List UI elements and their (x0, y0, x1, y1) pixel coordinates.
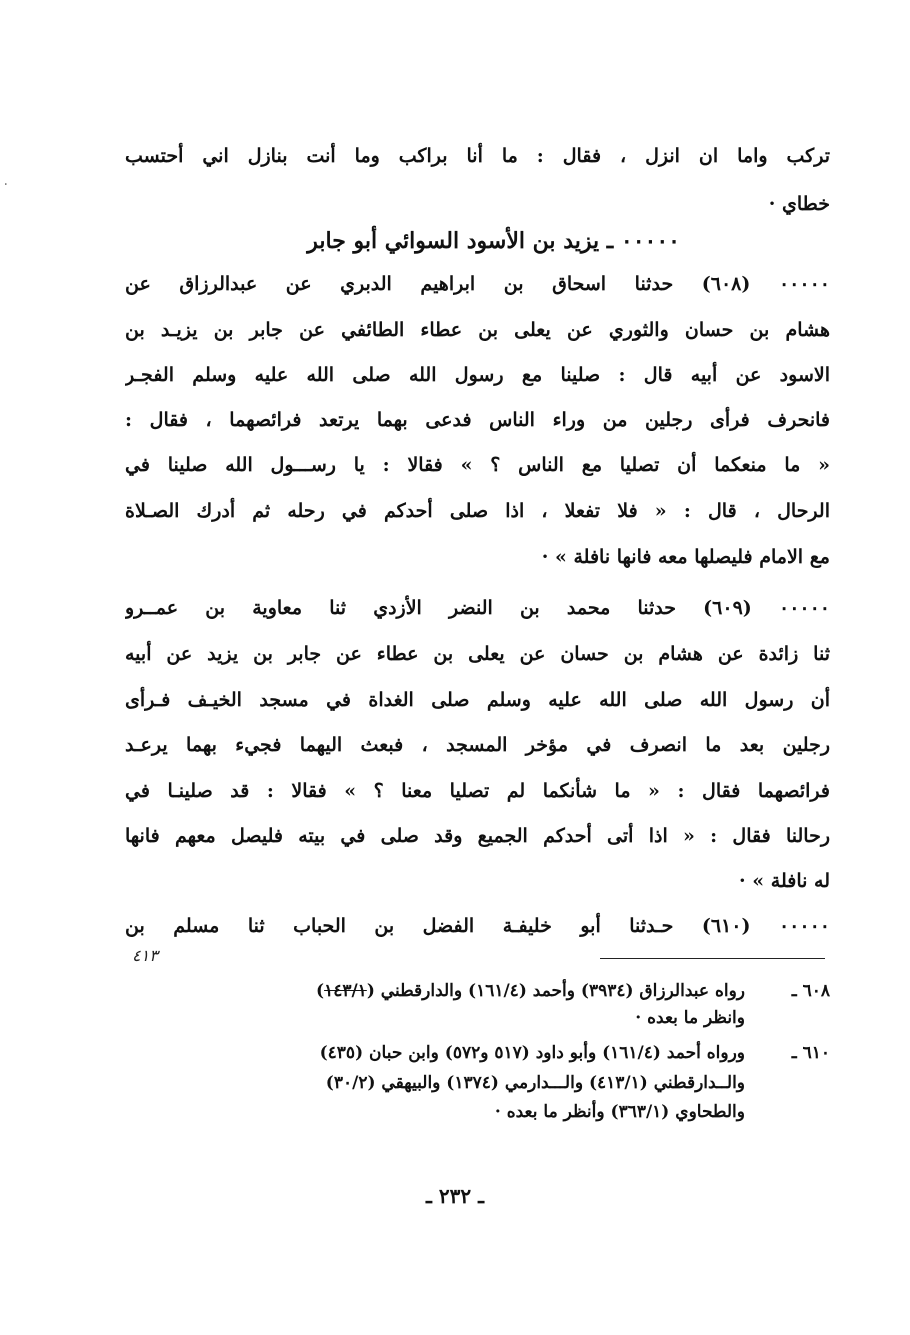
handwritten-note: ٤١٣ (132, 946, 158, 965)
hadith-609-line: أن رسول الله صلى الله عليه وسلم صلى الغداة في مسجد الخيـف فـرأى (125, 689, 830, 711)
footnote-608-struck-ref: ١٤٣/١ (324, 981, 367, 1001)
hadith-608-line: ٠٠٠٠٠ (٦٠٨) حدثنا اسحاق بن ابراهيم الدبري عن عبدالرزاق عن (125, 273, 830, 295)
footnote-608-line (316, 978, 745, 1004)
hadith-608-line: هشام بن حسان والثوري عن يعلى بن عطاء الطائفي عن جابر بن يزيـد بن (125, 319, 830, 341)
footnote-610-line: ورواه أحمد (١٦١/٤) وأبو داود (٥١٧ و٥٧٢) وابن حبان (٤٣٥) (319, 1043, 745, 1063)
hadith-608-line: « ما منعكما أن تصليا مع الناس ؟ » فقالا : يا رســـول الله صلينا في (125, 454, 830, 476)
footnote-divider (600, 958, 825, 959)
hadith-609-line: رحالنا فقال : « اذا أتى أحدكم الجميع وقد صلى في بيته فليصل معهم فانها (125, 825, 830, 847)
hadith-610-line: ٠٠٠٠٠ (٦١٠) حـدثنا أبو خليفـة الفضل بن الحباب ثنا مسلم بن (125, 915, 830, 937)
hadith-609-line: رجلين بعد ما انصرف في مؤخر المسجد ، فبعث اليهما فجيء بهما يرعـد (125, 734, 830, 756)
body-line: خطاي · (768, 193, 830, 215)
footnote-608-line: وانظر ما بعده · (635, 1008, 745, 1028)
hadith-609-line: له نافلة » · (739, 870, 830, 892)
footnote-number: ٦١٠ ـ (791, 1043, 830, 1063)
hadith-608-line: مع الامام فليصلها معه فانها نافلة » · (541, 546, 830, 568)
page-number: ـ ٢٣٢ ـ (426, 1184, 484, 1208)
hadith-609-line: فرائصهما فقال : « ما شأنكما لم تصليا معنا ؟ » فقالا : قد صلينـا في (125, 780, 830, 802)
margin-mark: ٠ (2, 176, 10, 192)
footnote-608-text: رواه عبدالرزاق (٣٩٣٤) وأحمد (١٦١/٤) والدارقطني ( (366, 981, 745, 1001)
footnote-610-line: والــدارقطني (٤١٣/١) والـــدارمي (١٣٧٤) والبيهقي (٣٠/٢) (325, 1073, 745, 1093)
hadith-608-line: فانحرف فرأى رجلين من وراء الناس فدعى بهما يرتعد فرائصهما ، فقال : (125, 409, 830, 431)
hadith-608-line: الرحال ، قال : « فلا تفعلا ، اذا صلى أحدكم في رحله ثم أدرك الصـلاة (125, 500, 830, 522)
hadith-609-line: ٠٠٠٠٠ (٦٠٩) حدثنا محمد بن النضر الأزدي ثنا معاوية بن عمــرو (125, 597, 830, 619)
body-line: تركب واما ان انزل ، فقال : ما أنا براكب وما أنت بنازل اني أحتسب (125, 145, 830, 167)
footnote-number: ٦٠٨ ـ (791, 981, 830, 1001)
footnote-610-line: والطحاوي (٣٦٣/١) وأنظر ما بعده · (494, 1102, 745, 1122)
hadith-609-line: ثنا زائدة عن هشام بن حسان عن يعلى بن عطاء عن جابر بن يزيد عن أبيه (125, 643, 830, 665)
footnote-608-close: ) (316, 981, 325, 1001)
section-heading: ٠٠٠٠٠ ـ يزيد بن الأسود السوائي أبو جابر (307, 228, 680, 254)
hadith-608-line: الاسود عن أبيه قال : صلينا مع رسول الله صلى الله عليه وسلم الفجـر (125, 364, 830, 386)
